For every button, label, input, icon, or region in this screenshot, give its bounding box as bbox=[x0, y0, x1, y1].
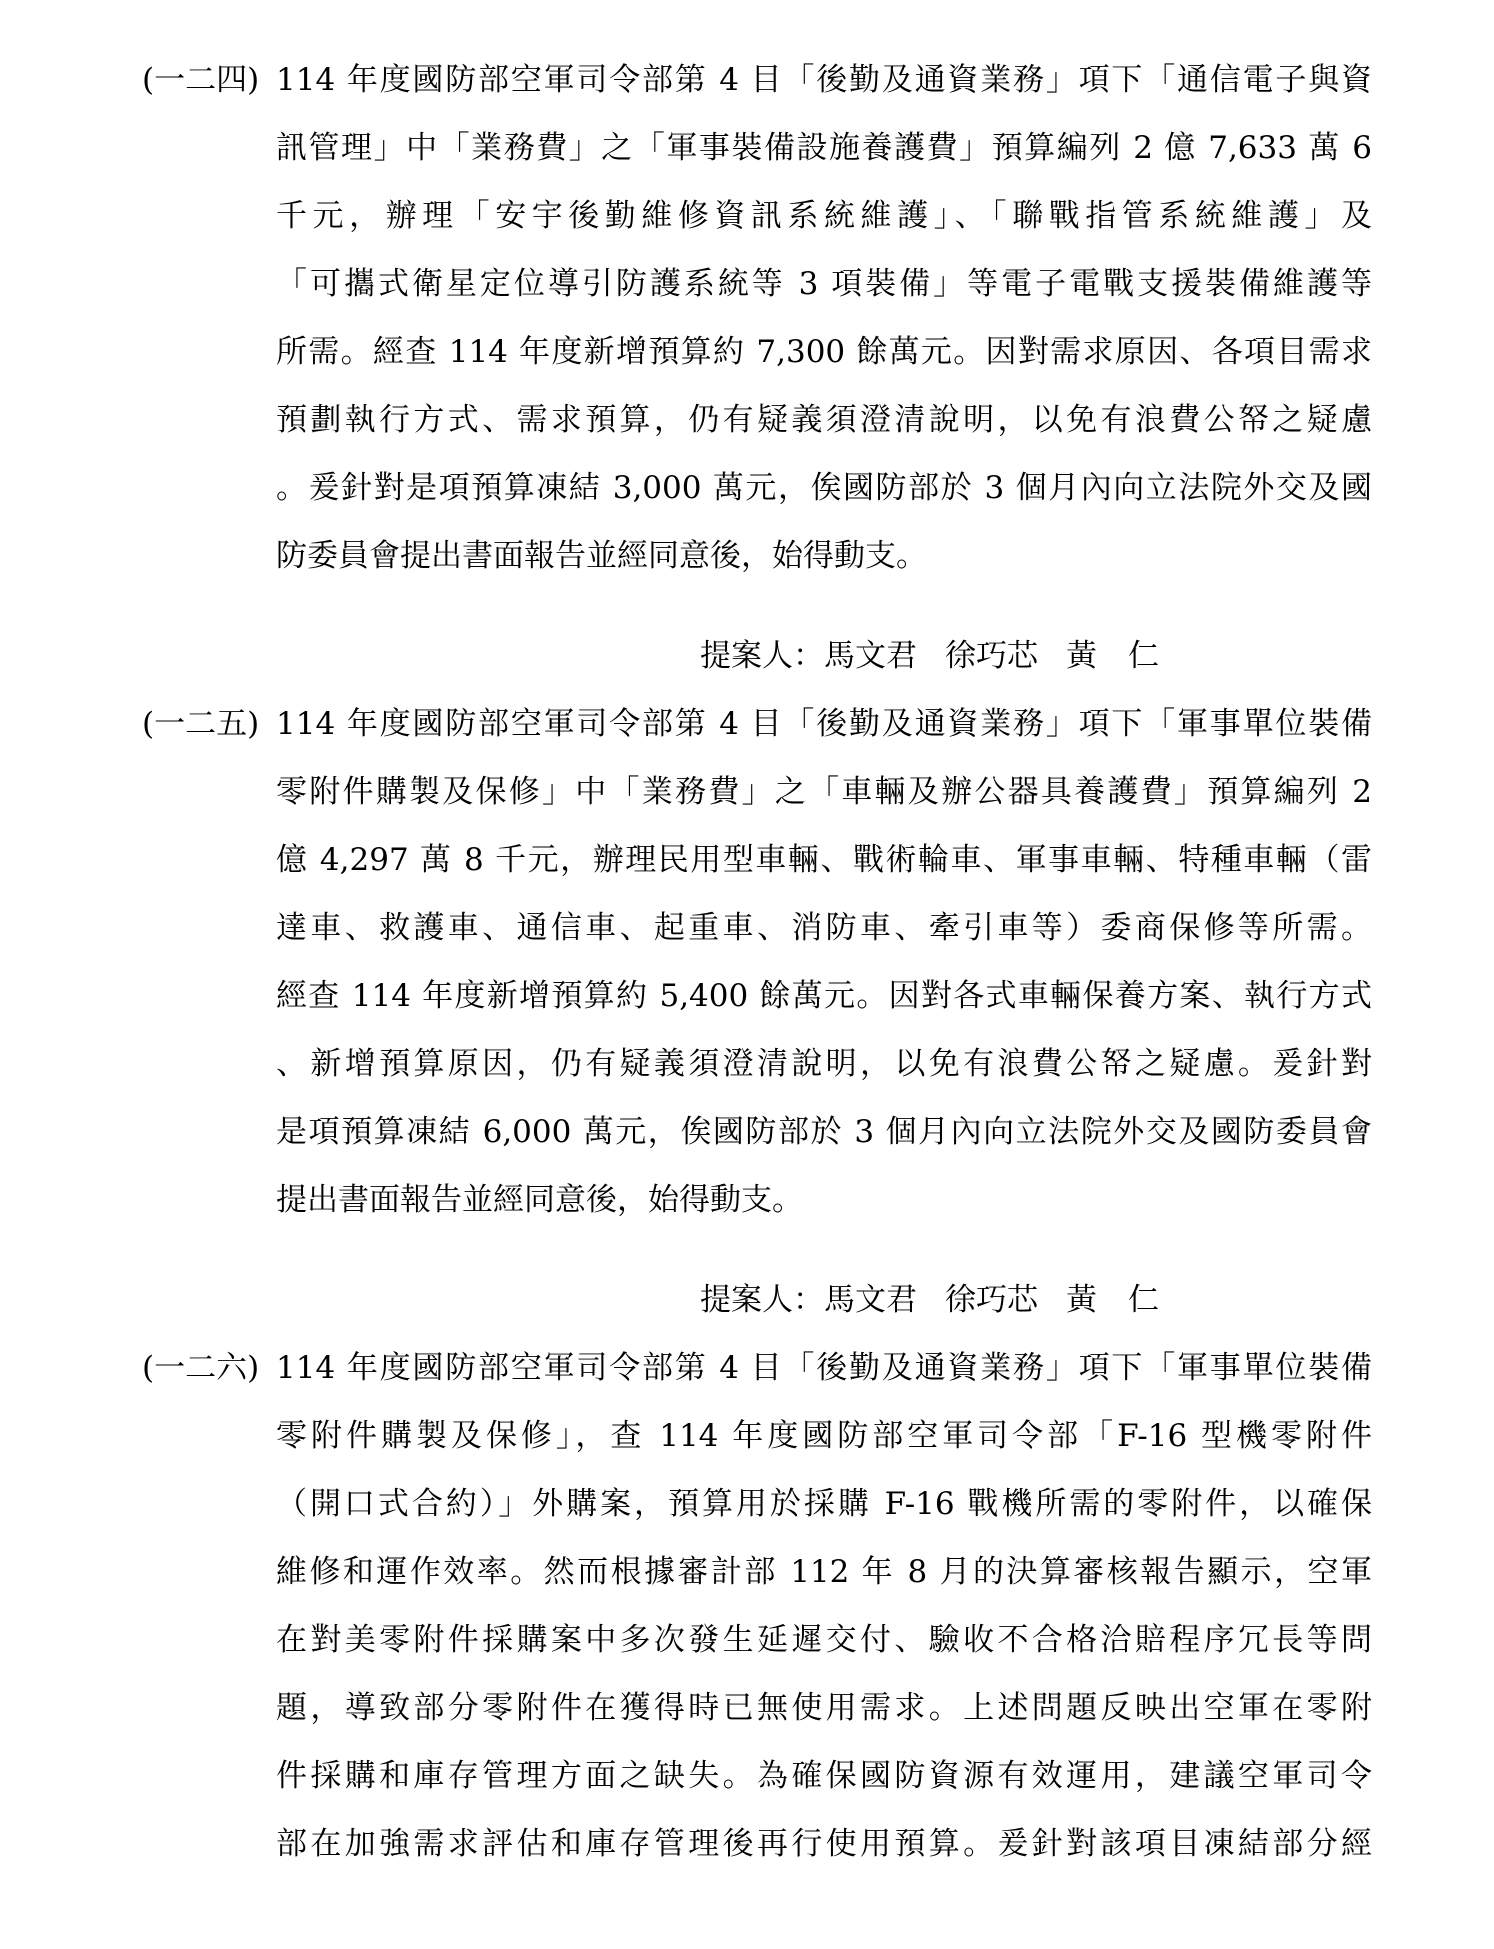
text-line: 預劃執行方式、需求預算，仍有疑義須澄清說明，以免有浪費公帑之疑慮 bbox=[276, 402, 1372, 438]
text-line: 部在加強需求評估和庫存管理後再行使用預算。爰針對該項目凍結部分經 bbox=[276, 1826, 1372, 1862]
text-line: 。爰針對是項預算凍結 3,000 萬元，俟國防部於 3 個月內向立法院外交及國 bbox=[276, 470, 1372, 506]
proposer-name: 馬文君 bbox=[824, 1282, 917, 1318]
proposer-name: 徐巧芯 bbox=[945, 638, 1038, 674]
text-line: 題，導致部分零附件在獲得時已無使用需求。上述問題反映出空軍在零附 bbox=[276, 1690, 1372, 1726]
text-line: （開口式合約）」外購案，預算用於採購 F-16 戰機所需的零附件，以確保 bbox=[276, 1486, 1372, 1522]
motion-number: (一二六) bbox=[142, 1350, 260, 1386]
text-line: 經查 114 年度新增預算約 5,400 餘萬元。因對各式車輛保養方案、執行方式 bbox=[276, 978, 1372, 1014]
text-line: 零附件購製及保修」，查 114 年度國防部空軍司令部「F-16 型機零附件 bbox=[276, 1418, 1372, 1454]
proposer-name: 黃 仁 bbox=[1066, 638, 1159, 674]
proposer-name: 黃 仁 bbox=[1066, 1282, 1159, 1318]
motion-number: (一二五) bbox=[142, 706, 260, 742]
proposer-name: 馬文君 bbox=[824, 638, 917, 674]
proposer-prefix: 提案人： bbox=[700, 1282, 824, 1318]
proposer-line bbox=[700, 622, 1159, 690]
text-line: 「可攜式衛星定位導引防護系統等 3 項裝備」等電子電戰支援裝備維護等 bbox=[276, 266, 1372, 302]
text-line: 所需。經查 114 年度新增預算約 7,300 餘萬元。因對需求原因、各項目需求 bbox=[276, 334, 1372, 370]
text-line: 防委員會提出書面報告並經同意後，始得動支。 bbox=[276, 538, 927, 574]
motion-text bbox=[276, 690, 1372, 1234]
proposer-line bbox=[700, 1266, 1159, 1334]
text-line: 114 年度國防部空軍司令部第 4 目「後勤及通資業務」項下「通信電子與資 bbox=[276, 62, 1372, 98]
text-line: 維修和運作效率。然而根據審計部 112 年 8 月的決算審核報告顯示，空軍 bbox=[276, 1554, 1372, 1590]
text-line: 在對美零附件採購案中多次發生延遲交付、驗收不合格洽賠程序冗長等問 bbox=[276, 1622, 1372, 1658]
text-line: 114 年度國防部空軍司令部第 4 目「後勤及通資業務」項下「軍事單位裝備 bbox=[276, 1350, 1372, 1386]
motion-text bbox=[276, 46, 1372, 590]
text-line: 是項預算凍結 6,000 萬元，俟國防部於 3 個月內向立法院外交及國防委員會 bbox=[276, 1114, 1372, 1150]
text-line: 億 4,297 萬 8 千元，辦理民用型車輛、戰術輪車、軍事車輛、特種車輛（雷 bbox=[276, 842, 1372, 878]
motion-number: (一二四) bbox=[142, 62, 260, 98]
text-line: 訊管理」中「業務費」之「軍事裝備設施養護費」預算編列 2 億 7,633 萬 6 bbox=[276, 130, 1372, 166]
text-line: 件採購和庫存管理方面之缺失。為確保國防資源有效運用，建議空軍司令 bbox=[276, 1758, 1372, 1794]
motion-text bbox=[276, 1334, 1372, 1878]
text-line: 提出書面報告並經同意後，始得動支。 bbox=[276, 1182, 803, 1218]
text-line: 千元，辦理「安宇後勤維修資訊系統維護」、「聯戰指管系統維護」及 bbox=[276, 198, 1372, 234]
text-line: 零附件購製及保修」中「業務費」之「車輛及辦公器具養護費」預算編列 2 bbox=[276, 774, 1372, 810]
text-line: 達車、救護車、通信車、起重車、消防車、牽引車等）委商保修等所需。 bbox=[276, 910, 1372, 946]
proposer-prefix: 提案人： bbox=[700, 638, 824, 674]
proposer-name: 徐巧芯 bbox=[945, 1282, 1038, 1318]
text-line: 114 年度國防部空軍司令部第 4 目「後勤及通資業務」項下「軍事單位裝備 bbox=[276, 706, 1372, 742]
text-line: 、新增預算原因，仍有疑義須澄清說明，以免有浪費公帑之疑慮。爰針對 bbox=[276, 1046, 1372, 1082]
